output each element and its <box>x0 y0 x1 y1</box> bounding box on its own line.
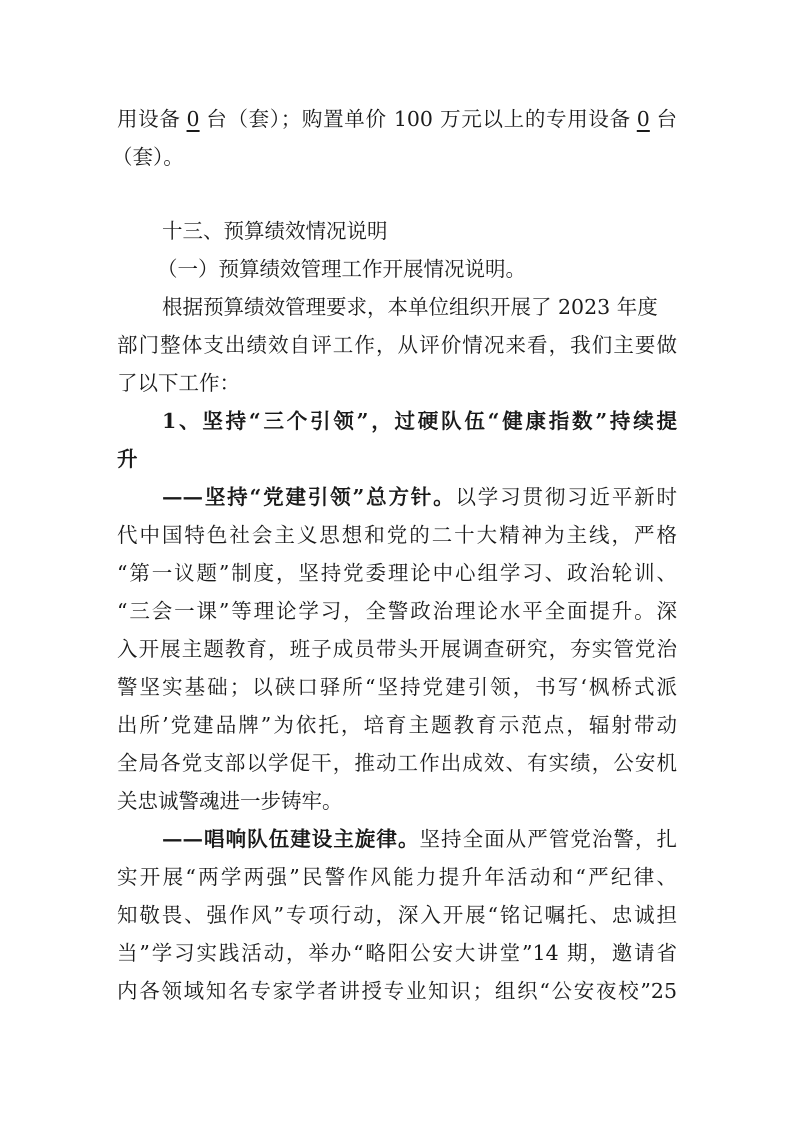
equipment-line-middle: 台（套）；购置单价 100 万元以上的专用设备 <box>205 107 631 131</box>
lead-paragraph-line <box>162 819 677 859</box>
equipment-count-line <box>117 99 677 139</box>
general-equipment-quantity: 0 <box>186 107 200 131</box>
paragraph-line: 代中国特色社会主义思想和党的二十大精神为主线，严格 <box>117 523 677 547</box>
lead-title: ——唱响队伍建设主旋律。 <box>162 827 420 851</box>
lead-paragraph-line <box>162 477 677 517</box>
point-heading: 1、坚持“三个引领”，过硬队伍“健康指数”持续提 <box>162 409 677 433</box>
subsection-heading: （一）预算绩效管理工作开展情况说明。 <box>157 257 526 281</box>
paragraph-line: 关忠诚警魂进一步铸牢。 <box>117 789 343 813</box>
paragraph-line: “三会一课”等理论学习，全警政治理论水平全面提升。深 <box>117 599 677 623</box>
paragraph-line: 了以下工作： <box>117 371 240 395</box>
paragraph-line: 知敬畏、强作风”专项行动，深入开展“铭记嘱托、忠诚担 <box>117 903 677 927</box>
lead-text: 坚持全面从严管党治警，扎 <box>419 827 677 851</box>
special-equipment-quantity: 0 <box>636 107 650 131</box>
equipment-line-suffix: 台 <box>655 107 678 131</box>
paragraph-line: 警坚实基础；以硖口驿所“坚持党建引领，书写‘枫桥式派 <box>117 675 677 699</box>
paragraph-line: “第一议题”制度，坚持党委理论中心组学习、政治轮训、 <box>117 561 677 585</box>
lead-title: ——坚持“党建引领”总方针。 <box>162 485 456 509</box>
paragraph-line: 部门整体支出绩效自评工作，从评价情况来看，我们主要做 <box>117 333 677 357</box>
paragraph-line: 根据预算绩效管理要求，本单位组织开展了 2023 年度 <box>162 295 658 319</box>
paragraph-line: 出所’党建品牌”为依托，培育主题教育示范点，辐射带动 <box>117 713 677 737</box>
paragraph-line: 全局各党支部以学促干，推动工作出成效、有实绩，公安机 <box>117 751 677 775</box>
paragraph-line: 实开展“两学两强”民警作风能力提升年活动和“严纪律、 <box>117 865 677 889</box>
paragraph-line: 当”学习实践活动，举办“略阳公安大讲堂”14 期，邀请省 <box>117 941 677 965</box>
equipment-line-end: （套）。 <box>112 145 184 169</box>
paragraph-line: 入开展主题教育，班子成员带头开展调查研究，夯实管党治 <box>117 637 677 661</box>
equipment-line-prefix: 用设备 <box>117 107 181 131</box>
section-heading: 十三、预算绩效情况说明 <box>162 219 388 243</box>
point-heading: 升 <box>117 447 138 471</box>
lead-text: 以学习贯彻习近平新时 <box>455 485 677 509</box>
paragraph-line: 内各领域知名专家学者讲授专业知识；组织“公安夜校”25 <box>117 979 677 1003</box>
